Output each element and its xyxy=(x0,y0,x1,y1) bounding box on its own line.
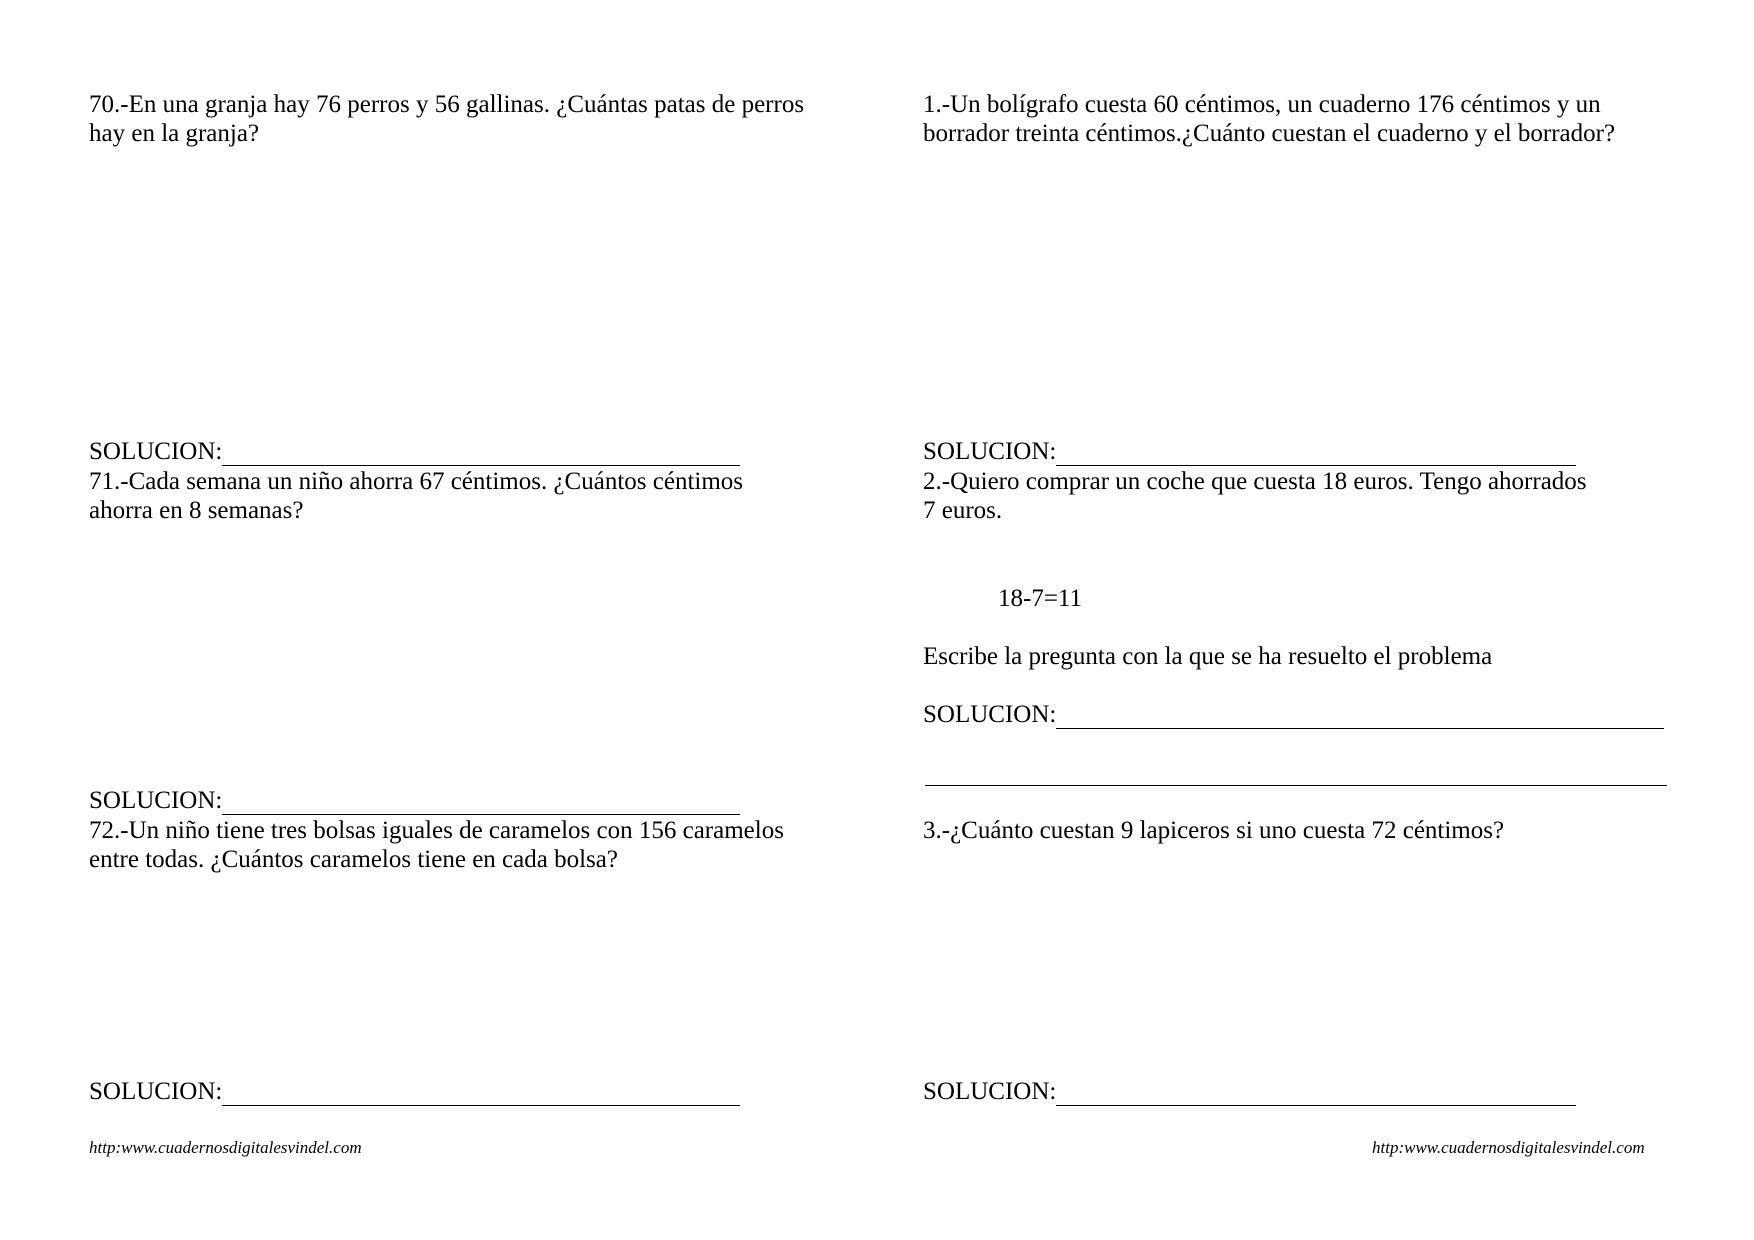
solution-answer-line[interactable] xyxy=(222,814,740,815)
problem-70-line-1: 70.-En una granja hay 76 perros y 56 gallinas. ¿Cuántas patas de perros xyxy=(89,91,805,118)
problem-2-operation: 18-7=11 xyxy=(998,585,1082,612)
solution-answer-line[interactable] xyxy=(222,1105,740,1106)
solution-answer-line[interactable] xyxy=(222,465,740,466)
solution-label: SOLUCION: xyxy=(923,701,1057,728)
footer-url: http:www.cuadernosdigitalesvindel.com xyxy=(89,1138,362,1157)
problem-71-line-2: ahorra en 8 semanas? xyxy=(89,497,304,524)
solution-label: SOLUCION: xyxy=(89,438,223,465)
solution-label: SOLUCION: xyxy=(89,787,223,814)
problem-72-line-1: 72.-Un niño tiene tres bolsas iguales de caramelos con 156 caramelos xyxy=(89,817,784,844)
problem-2-line-1: 2.-Quiero comprar un coche que cuesta 18 euros. Tengo ahorrados xyxy=(923,468,1587,495)
problem-2-instruction: Escribe la pregunta con la que se ha resuelto el problema xyxy=(923,643,1493,670)
problem-71-line-1: 71.-Cada semana un niño ahorra 67 céntimos. ¿Cuántos céntimos xyxy=(89,468,744,495)
solution-label: SOLUCION: xyxy=(923,438,1057,465)
problem-2-line-2: 7 euros. xyxy=(923,497,1003,524)
problem-1-line-1: 1.-Un bolígrafo cuesta 60 céntimos, un cuaderno 176 céntimos y un xyxy=(923,91,1601,118)
problem-1-line-2: borrador treinta céntimos.¿Cuánto cuestan el cuaderno y el borrador? xyxy=(923,120,1616,147)
footer-url: http:www.cuadernosdigitalesvindel.com xyxy=(1372,1138,1645,1157)
problem-72-line-2: entre todas. ¿Cuántos caramelos tiene en cada bolsa? xyxy=(89,846,618,873)
solution-answer-line[interactable] xyxy=(1056,728,1664,729)
problem-70-line-2: hay en la granja? xyxy=(89,120,260,147)
problem-3-line-1: 3.-¿Cuánto cuestan 9 lapiceros si uno cuesta 72 céntimos? xyxy=(923,817,1505,844)
solution-answer-line[interactable] xyxy=(1056,1105,1576,1106)
solution-answer-line[interactable] xyxy=(1056,465,1576,466)
solution-answer-line-extra[interactable] xyxy=(925,785,1667,786)
solution-label: SOLUCION: xyxy=(923,1078,1057,1105)
solution-label: SOLUCION: xyxy=(89,1078,223,1105)
